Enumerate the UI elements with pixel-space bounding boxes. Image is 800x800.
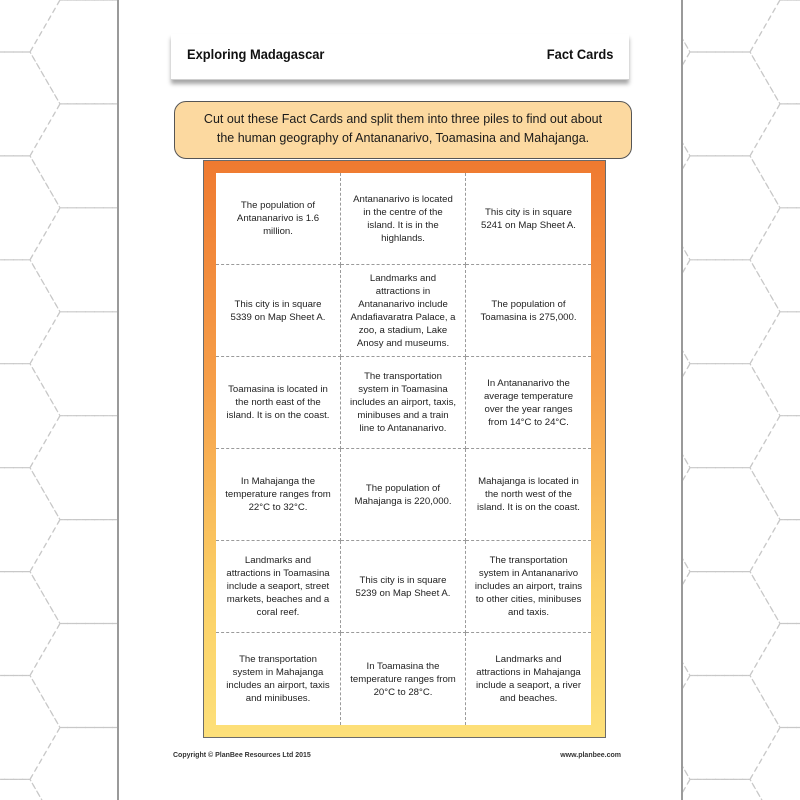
instruction-line-1: Cut out these Fact Cards and split them into three piles to find out about [203, 112, 603, 126]
hexagon-shape [0, 364, 60, 468]
hexagon-shape [750, 0, 800, 104]
fact-card: Mahajanga is located in the north west of the island. It is on the coast. [466, 449, 591, 541]
fact-card: This city is in square 5241 on Map Sheet A. [466, 173, 591, 265]
website-footer: www.planbee.com [560, 752, 621, 759]
fact-card: The population of Mahajanga is 220,000. [341, 449, 466, 541]
hexagon-shape [0, 52, 60, 156]
hexagon-shape [0, 156, 60, 260]
hexagon-shape [750, 208, 800, 312]
fact-card: Landmarks and attractions in Mahajanga include a seaport, a river and beaches. [466, 633, 591, 725]
hexagon-shape [750, 728, 800, 800]
fact-card: The population of Antananarivo is 1.6 million. [216, 173, 341, 265]
instruction-line-2: the human geography of Antananarivo, Toamasina and Mahajanga. [216, 131, 590, 145]
fact-card: The transportation system in Antananarivo includes an airport, trains to other cities, minibuses and taxis. [466, 541, 591, 633]
hexagon-shape [0, 779, 60, 800]
page-title: Exploring Madagascar [187, 46, 325, 62]
copyright-footer: Copyright © PlanBee Resources Ltd 2015 [173, 752, 311, 759]
fact-card-sheet [117, 0, 683, 800]
hexagon-shape [750, 312, 800, 416]
fact-card: In Toamasina the temperature ranges from 20°C to 28°C. [341, 633, 466, 725]
fact-card: Antananarivo is located in the centre of the island. It is in the highlands. [341, 173, 466, 265]
fact-card-grid [216, 173, 591, 725]
fact-card: Landmarks and attractions in Antananarivo include Andafiavaratra Palace, a zoo, a stadium, Lake Anosy and museums. [341, 265, 466, 357]
hexagon-shape [750, 104, 800, 208]
title-bar [171, 34, 629, 80]
fact-card: The population of Toamasina is 275,000. [466, 265, 591, 357]
hexagon-shape [750, 416, 800, 520]
fact-card: Toamasina is located in the north east of the island. It is on the coast. [216, 357, 341, 449]
hexagon-shape [750, 624, 800, 728]
fact-card: This city is in square 5239 on Map Sheet A. [341, 541, 466, 633]
hexagon-shape [0, 260, 60, 364]
hexagon-shape [0, 676, 60, 780]
hexagon-shape [750, 520, 800, 624]
hexagon-shape [0, 468, 60, 572]
fact-card: The transportation system in Toamasina includes an airport, taxis, minibuses and a train line to Antananarivo. [341, 357, 466, 449]
fact-card: In Antananarivo the average temperature over the year ranges from 14°C to 24°C. [466, 357, 591, 449]
instruction-box [174, 101, 632, 159]
fact-card: Landmarks and attractions in Toamasina include a seaport, street markets, beaches and a coral reef. [216, 541, 341, 633]
fact-card: This city is in square 5339 on Map Sheet A. [216, 265, 341, 357]
hexagon-shape [0, 572, 60, 676]
hexagon-shape [0, 0, 60, 52]
card-panel [203, 160, 606, 738]
page-subtitle: Fact Cards [546, 46, 613, 62]
fact-card: In Mahajanga the temperature ranges from 22°C to 32°C. [216, 449, 341, 541]
fact-card: The transportation system in Mahajanga includes an airport, taxis and minibuses. [216, 633, 341, 725]
